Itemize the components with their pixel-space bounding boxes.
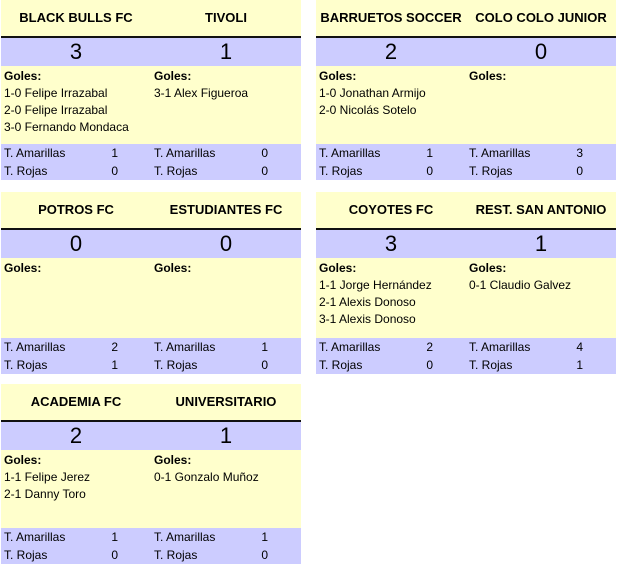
away-team-name: UNIVERSITARIO [175, 394, 277, 409]
goals-title: Goles: [154, 69, 192, 83]
goal-line: 2-0 Felipe Irrazabal [4, 103, 108, 117]
away-goals [469, 260, 617, 294]
away-red-count: 0 [576, 164, 583, 178]
home-red-count: 0 [426, 164, 433, 178]
match-card [316, 0, 616, 180]
match-header [1, 0, 301, 36]
red-card-label: T. Rojas [154, 164, 198, 178]
home-red-count: 0 [111, 164, 118, 178]
goal-line: 2-0 Nicolás Sotelo [319, 103, 417, 117]
goals-section [1, 66, 301, 144]
red-card-row [316, 162, 616, 180]
yellow-card-row [1, 144, 301, 162]
yellow-card-row [316, 338, 616, 356]
red-card-label: T. Rojas [319, 164, 363, 178]
goal-line: 3-1 Alexis Donoso [319, 312, 416, 326]
home-team-name: POTROS FC [38, 202, 114, 217]
red-card-label: T. Rojas [4, 164, 48, 178]
yellow-card-label: T. Amarillas [154, 146, 216, 160]
yellow-card-label: T. Amarillas [4, 340, 66, 354]
cards-section [316, 338, 616, 374]
goals-title: Goles: [154, 453, 192, 467]
match-card [1, 0, 301, 180]
yellow-card-label: T. Amarillas [4, 146, 66, 160]
goal-line: 2-1 Danny Toro [4, 487, 86, 501]
away-goals [154, 260, 302, 277]
red-card-label: T. Rojas [4, 548, 48, 562]
home-score: 2 [384, 39, 398, 64]
home-team-name: BLACK BULLS FC [19, 10, 133, 25]
score-band [1, 420, 301, 450]
score-band [316, 36, 616, 66]
away-team-name: ESTUDIANTES FC [169, 202, 283, 217]
home-goals [319, 260, 467, 328]
goal-line: 1-0 Felipe Irrazabal [4, 86, 108, 100]
red-card-label: T. Rojas [154, 358, 198, 372]
away-yellow-count: 0 [261, 146, 268, 160]
home-goals [4, 68, 152, 136]
goal-line: 0-1 Gonzalo Muñoz [154, 470, 259, 484]
red-card-label: T. Rojas [154, 548, 198, 562]
away-yellow-count: 1 [261, 530, 268, 544]
match-header [1, 384, 301, 420]
away-goals [154, 452, 302, 486]
away-score: 1 [534, 231, 548, 256]
away-score: 1 [219, 39, 233, 64]
yellow-card-label: T. Amarillas [319, 146, 381, 160]
match-header [316, 192, 616, 228]
score-band [316, 228, 616, 258]
home-goals [319, 68, 467, 119]
match-card [1, 384, 301, 564]
red-card-label: T. Rojas [469, 164, 513, 178]
match-header [1, 192, 301, 228]
home-score: 3 [69, 39, 83, 64]
goals-title: Goles: [319, 261, 357, 275]
red-card-label: T. Rojas [4, 358, 48, 372]
goal-line: 1-0 Jonathan Armijo [319, 86, 426, 100]
home-yellow-count: 2 [111, 340, 118, 354]
goals-title: Goles: [469, 261, 507, 275]
goals-title: Goles: [154, 261, 192, 275]
away-score: 0 [219, 231, 233, 256]
goals-section [316, 66, 616, 144]
away-red-count: 0 [261, 358, 268, 372]
goal-line: 0-1 Claudio Galvez [469, 278, 572, 292]
home-score: 2 [69, 423, 83, 448]
home-score: 0 [69, 231, 83, 256]
goal-line: 3-0 Fernando Mondaca [4, 120, 129, 134]
red-card-row [316, 356, 616, 374]
cards-section [1, 338, 301, 374]
cards-section [1, 528, 301, 564]
away-yellow-count: 1 [261, 340, 268, 354]
cards-section [316, 144, 616, 180]
away-yellow-count: 3 [576, 146, 583, 160]
goal-line: 1-1 Jorge Hernández [319, 278, 432, 292]
home-team-name: ACADEMIA FC [30, 394, 122, 409]
score-band [1, 228, 301, 258]
score-band [1, 36, 301, 66]
home-yellow-count: 2 [426, 340, 433, 354]
away-team-name: TIVOLI [205, 10, 247, 25]
red-card-label: T. Rojas [319, 358, 363, 372]
away-yellow-count: 4 [576, 340, 583, 354]
home-yellow-count: 1 [426, 146, 433, 160]
away-red-count: 1 [576, 358, 583, 372]
away-team-name: COLO COLO JUNIOR [475, 10, 607, 25]
goals-title: Goles: [4, 453, 42, 467]
goals-section [1, 450, 301, 528]
away-red-count: 0 [261, 548, 268, 562]
yellow-card-label: T. Amarillas [469, 340, 531, 354]
cards-section [1, 144, 301, 180]
home-red-count: 0 [111, 548, 118, 562]
home-goals [4, 452, 152, 503]
home-yellow-count: 1 [111, 146, 118, 160]
home-red-count: 1 [111, 358, 118, 372]
goals-title: Goles: [469, 69, 507, 83]
goals-section [1, 258, 301, 338]
goal-line: 3-1 Alex Figueroa [154, 86, 249, 100]
home-red-count: 0 [426, 358, 433, 372]
home-goals [4, 260, 152, 277]
away-goals [154, 68, 302, 102]
match-card [316, 192, 616, 374]
yellow-card-label: T. Amarillas [154, 530, 216, 544]
red-card-row [1, 356, 301, 374]
home-score: 3 [384, 231, 398, 256]
goal-line: 1-1 Felipe Jerez [4, 470, 91, 484]
yellow-card-label: T. Amarillas [319, 340, 381, 354]
goals-title: Goles: [319, 69, 357, 83]
away-team-name: REST. SAN ANTONIO [475, 202, 607, 217]
red-card-row [1, 546, 301, 564]
goals-section [316, 258, 616, 338]
home-yellow-count: 1 [111, 530, 118, 544]
match-card [1, 192, 301, 374]
match-header [316, 0, 616, 36]
away-goals [469, 68, 617, 85]
away-red-count: 0 [261, 164, 268, 178]
goals-title: Goles: [4, 69, 42, 83]
yellow-card-row [1, 528, 301, 546]
home-team-name: BARRUETOS SOCCER [320, 10, 462, 25]
yellow-card-label: T. Amarillas [469, 146, 531, 160]
yellow-card-row [1, 338, 301, 356]
yellow-card-label: T. Amarillas [4, 530, 66, 544]
yellow-card-row [316, 144, 616, 162]
red-card-label: T. Rojas [469, 358, 513, 372]
goals-title: Goles: [4, 261, 42, 275]
red-card-row [1, 162, 301, 180]
away-score: 0 [534, 39, 548, 64]
away-score: 1 [219, 423, 233, 448]
yellow-card-label: T. Amarillas [154, 340, 216, 354]
goal-line: 2-1 Alexis Donoso [319, 295, 416, 309]
home-team-name: COYOTES FC [348, 202, 434, 217]
